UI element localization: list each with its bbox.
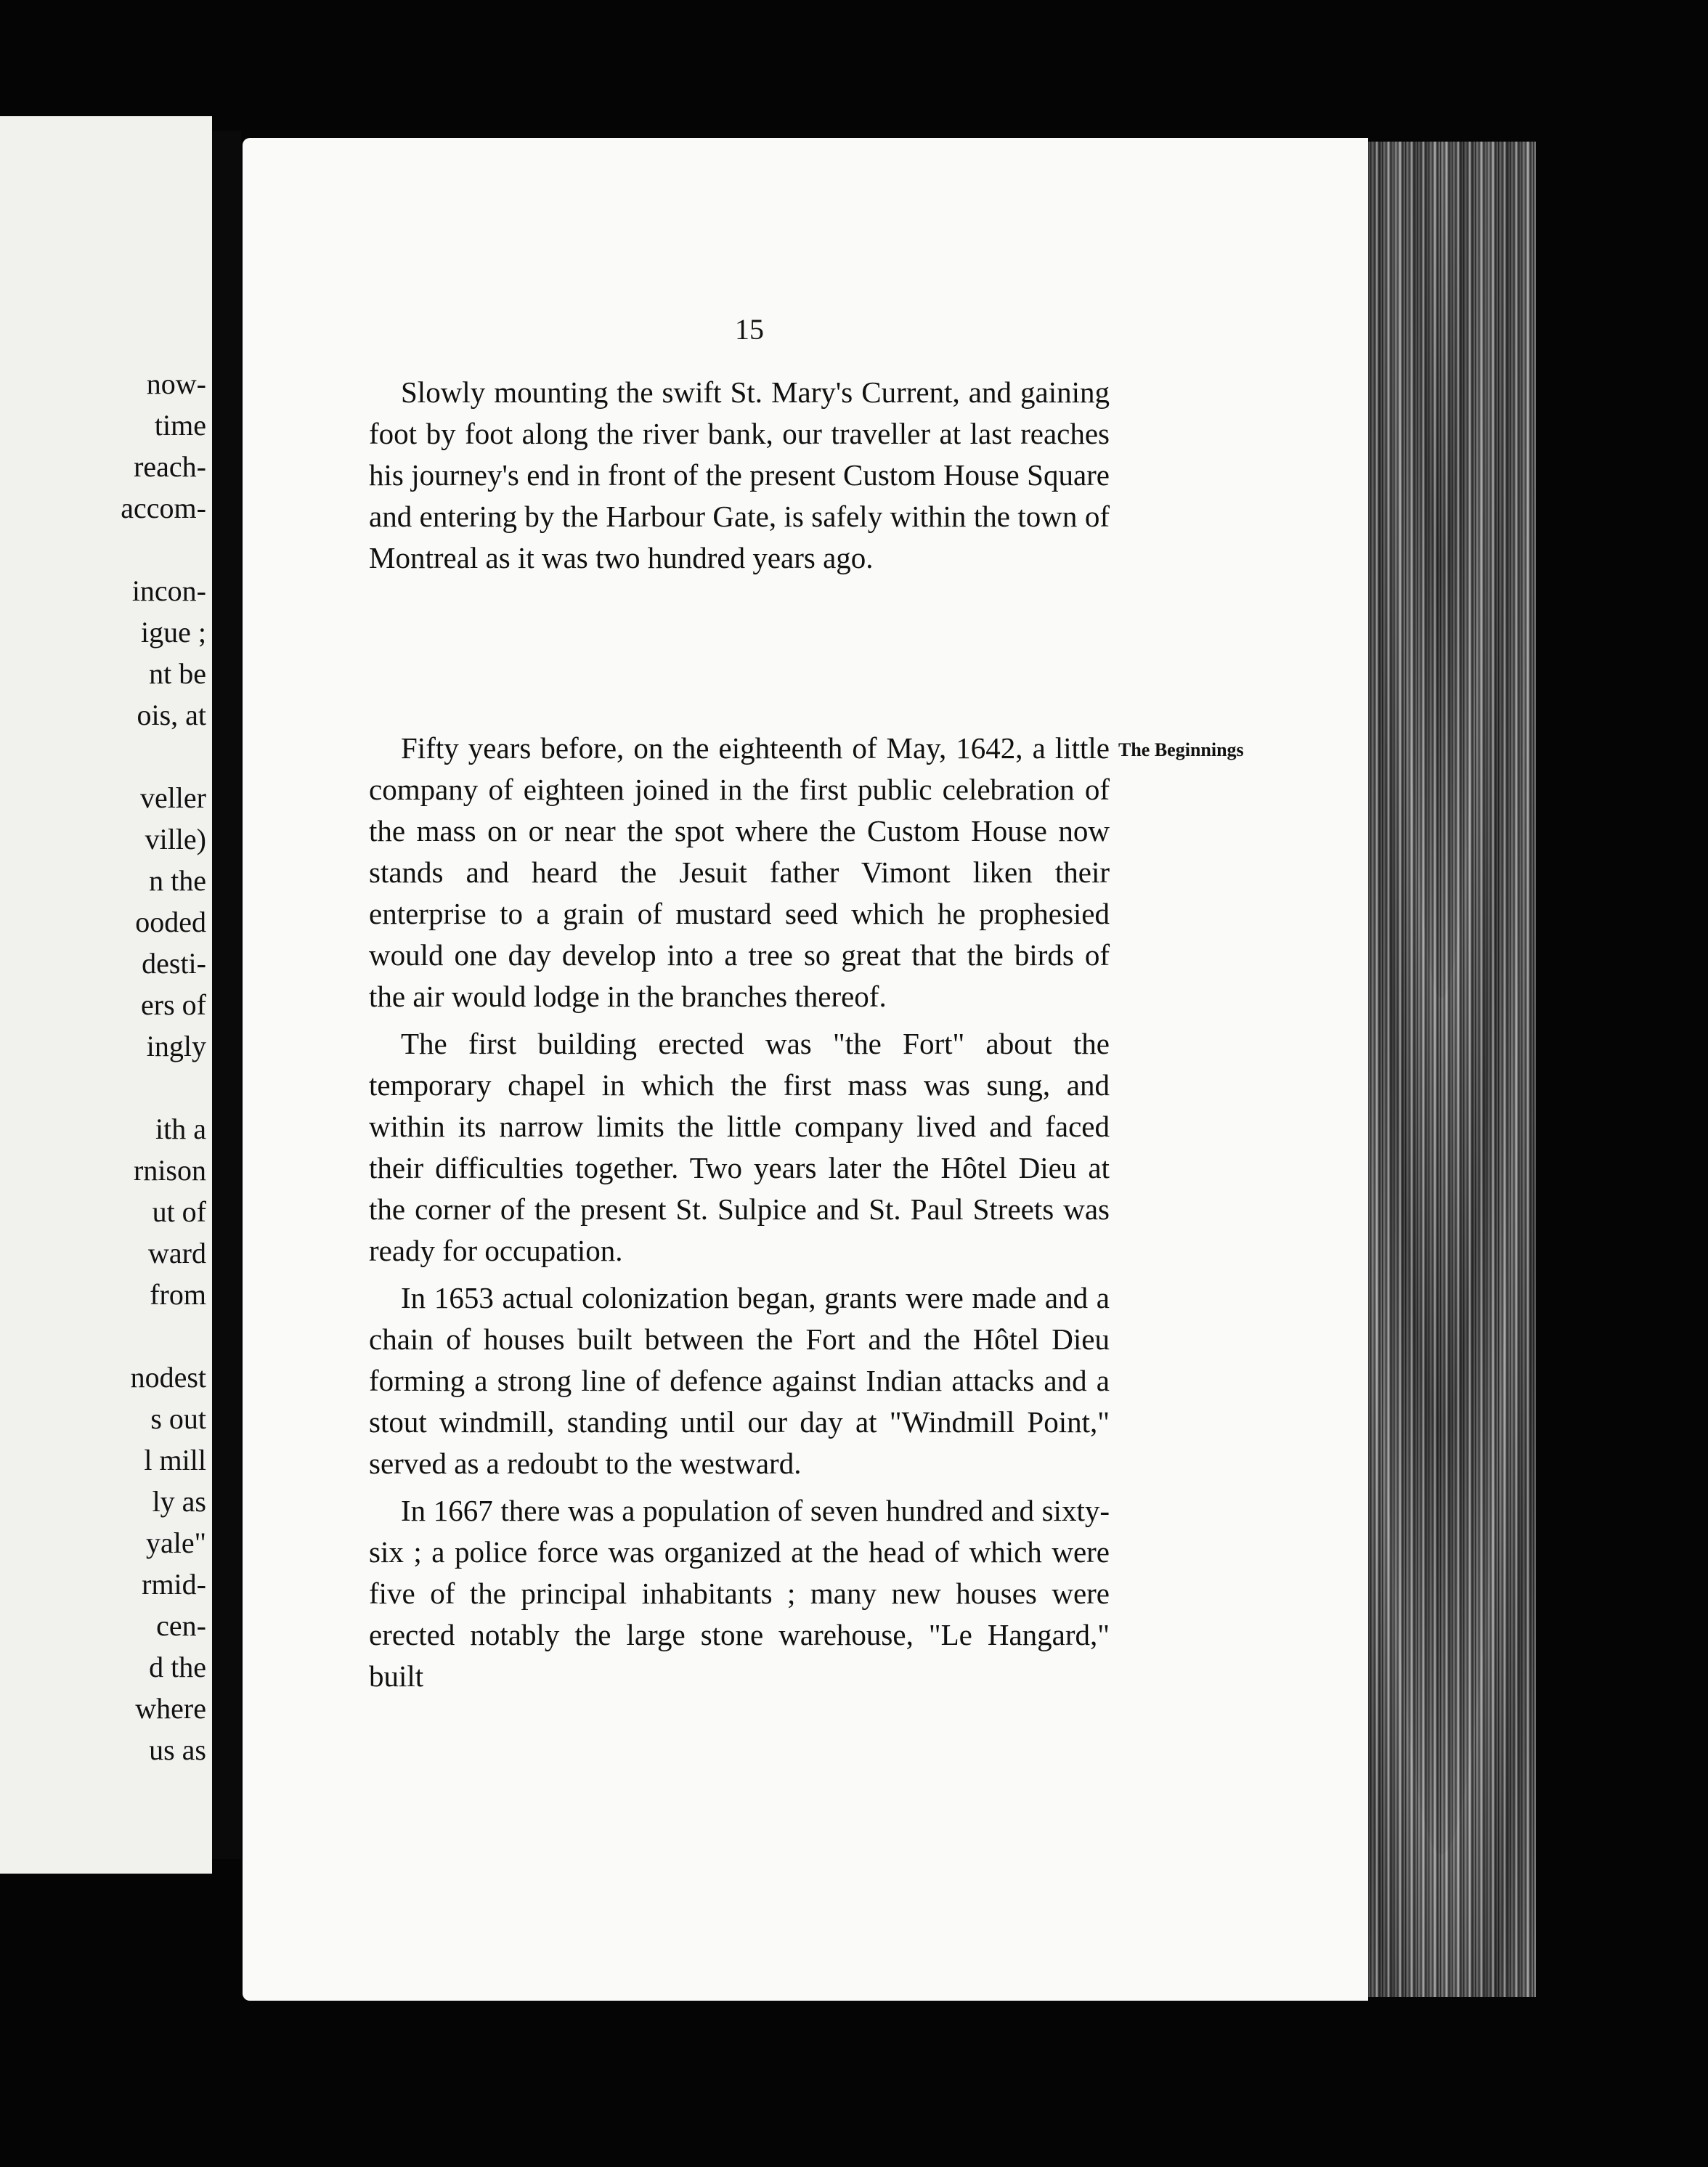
left-page-fragment [121, 736, 206, 777]
left-page-fragment: incon- [131, 574, 206, 607]
left-page-fragment: time [154, 409, 206, 442]
paragraph-colonization: In 1653 actual colonization began, grants were made and a chain of houses built between the Fort and the Hôtel Dieu forming a strong line of defence against Indian attacks and a stout windmill, standing until our day at "Windmill Point," served as a redoubt to the westward. [369, 1281, 1110, 1480]
page-number: 15 [735, 313, 764, 346]
margin-sidenote: The Beginnings [1118, 739, 1244, 760]
left-page-fragment: from [150, 1278, 206, 1311]
book-gutter [212, 131, 241, 1859]
opening-paragraph-block [369, 372, 1110, 585]
opening-paragraph: Slowly mounting the swift St. Mary's Current, and gaining foot by foot along the river bank, our traveller at last reaches his journey's end in front of the present Custom House Square and entering by the Harbour Gate, is safely within the town of Montreal as it was two hundred years ago. [369, 375, 1110, 574]
left-page-fragment: rmid- [142, 1568, 206, 1601]
paragraph-population: In 1667 there was a population of seven hundred and sixty-six ; a police force was organized at the head of which were five of the principal inhabitants ; many new houses were erected notably the large stone warehouse, "Le Hangard," built [369, 1494, 1110, 1693]
left-page-fragment: ooded [135, 906, 206, 938]
left-page-fragment [121, 1067, 206, 1108]
left-page-fragment: reach- [134, 450, 206, 483]
left-page-text-fragments [121, 363, 206, 1770]
left-page-fragment: ville) [145, 823, 206, 855]
paragraph-beginnings: Fifty years before, on the eighteenth of May, 1642, a little company of eighteen joined in the first public celebration of the mass on or near the spot where the Custom House now stands and heard the Jesuit father Vimont liken their enterprise to a grain of mustard seed which he prophesied would one day develop into a tree so great that the birds of the air would lodge in the branches thereof. [369, 731, 1110, 1013]
left-page-fragment: igue ; [141, 616, 206, 649]
left-page-fragment: nodest [130, 1361, 206, 1394]
left-page-fragment: ith a [155, 1113, 206, 1145]
left-page-fragment: ly as [152, 1485, 206, 1518]
left-page-fragment: veller [139, 781, 206, 814]
left-page-fragment: where [135, 1692, 206, 1725]
left-page-fragment: rnison [134, 1154, 206, 1187]
main-text-block [369, 728, 1110, 1703]
marbled-page-edge [1347, 142, 1536, 1997]
left-page-fragment: s out [150, 1402, 206, 1435]
left-page-fragment: l mill [144, 1444, 206, 1476]
paragraph-fort: The first building erected was "the Fort" about the temporary chapel in which the first mass was sung, and within its narrow limits the little company lived and faced their difficulties together. Two years later the Hôtel Dieu at the corner of the present St. Sulpice and St. Paul Streets was ready for occupation. [369, 1027, 1110, 1267]
left-page-fragment: now- [146, 367, 206, 400]
left-page-fragment: ut of [152, 1195, 206, 1228]
left-page-fragment [121, 529, 206, 570]
left-page-fragment: yale" [146, 1526, 206, 1559]
left-page-fragment: ers of [141, 988, 206, 1021]
left-page-fragment: d the [149, 1651, 206, 1683]
left-page-fragment: nt be [149, 657, 206, 690]
left-page-fragment: accom- [121, 492, 206, 524]
left-page-fragment: us as [149, 1733, 206, 1766]
left-page-fragment: n the [149, 864, 206, 897]
left-page-fragment: ingly [146, 1030, 206, 1062]
left-page-fragment: desti- [142, 947, 206, 980]
left-page [0, 116, 212, 1874]
left-page-fragment [121, 1315, 206, 1357]
left-page-fragment: cen- [156, 1609, 206, 1642]
left-page-fragment: ois, at [137, 699, 206, 731]
left-page-fragment: ward [148, 1237, 206, 1269]
